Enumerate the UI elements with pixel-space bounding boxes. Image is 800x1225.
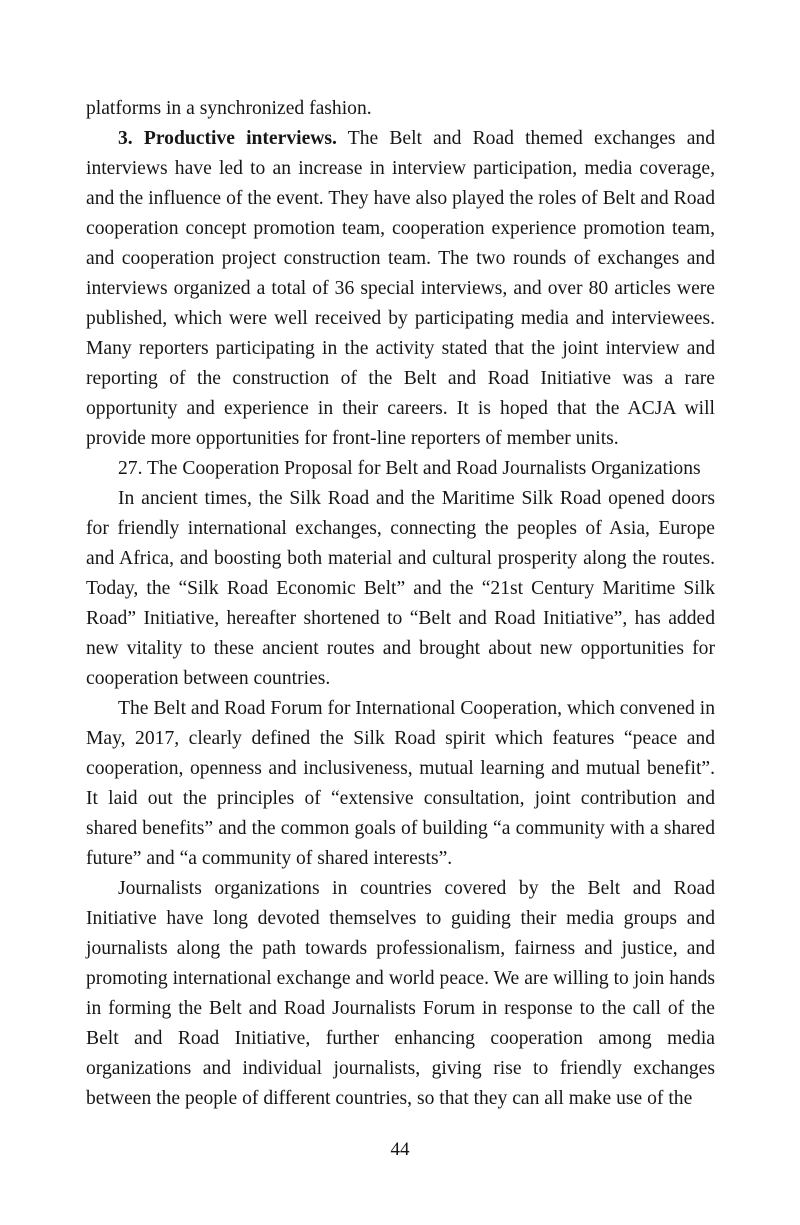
page-number: 44: [390, 1139, 410, 1160]
interviews-paragraph: [86, 124, 715, 454]
body-text: [86, 94, 715, 1114]
interviews-text: The Belt and Road themed exchanges and interviews have led to an increase in interview participation, media coverage, and the influence of the event. They have also played the roles of Belt and Road cooperation concept promotion team, cooperation experience promotion team, and cooperation project construction team. The two rounds of exchanges and interviews organized a total of 36 special interviews, and over 80 articles were published, which were well received by participating media and interviewees. Many reporters participating in the activity stated that the joint interview and reporting of the construction of the Belt and Road Initiative was a rare opportunity and experience in their careers. It is hoped that the ACJA will provide more opportunities for front-line reporters of member units.: [86, 128, 715, 449]
paragraph-forum: The Belt and Road Forum for International Cooperation, which convened in May, 2017, clearly defined the Silk Road spirit which features “peace and cooperation, openness and inclusiveness, mutual learning and mutual benefit”. It laid out the principles of “extensive consultation, joint contribution and shared benefits” and the common goals of building “a community with a shared future” and “a community of shared interests”.: [86, 698, 715, 869]
section-heading: 27. The Cooperation Proposal for Belt and Road Journalists Organizations: [118, 458, 701, 479]
paragraph-silk-road: In ancient times, the Silk Road and the Maritime Silk Road opened doors for friendly international exchanges, connecting the peoples of Asia, Europe and Africa, and boosting both material and cultural prosperity along the routes. Today, the “Silk Road Economic Belt” and the “21st Century Maritime Silk Road” Initiative, hereafter shortened to “Belt and Road Initiative”, has added new vitality to these ancient routes and brought about new opportunities for cooperation between countries.: [86, 488, 715, 689]
continuation-line: platforms in a synchronized fashion.: [86, 98, 372, 119]
paragraph-journalists: Journalists organizations in countries covered by the Belt and Road Initiative have long devoted themselves to guiding their media groups and journalists along the path towards professionalism, fairness and justice, and promoting international exchange and world peace. We are willing to join hands in forming the Belt and Road Journalists Forum in response to the call of the Belt and Road Initiative, further enhancing cooperation among media organizations and individual journalists, giving rise to friendly exchanges between the people of different countries, so that they can all make use of the: [86, 878, 715, 1109]
interviews-lead: 3. Productive interviews.: [118, 128, 337, 149]
